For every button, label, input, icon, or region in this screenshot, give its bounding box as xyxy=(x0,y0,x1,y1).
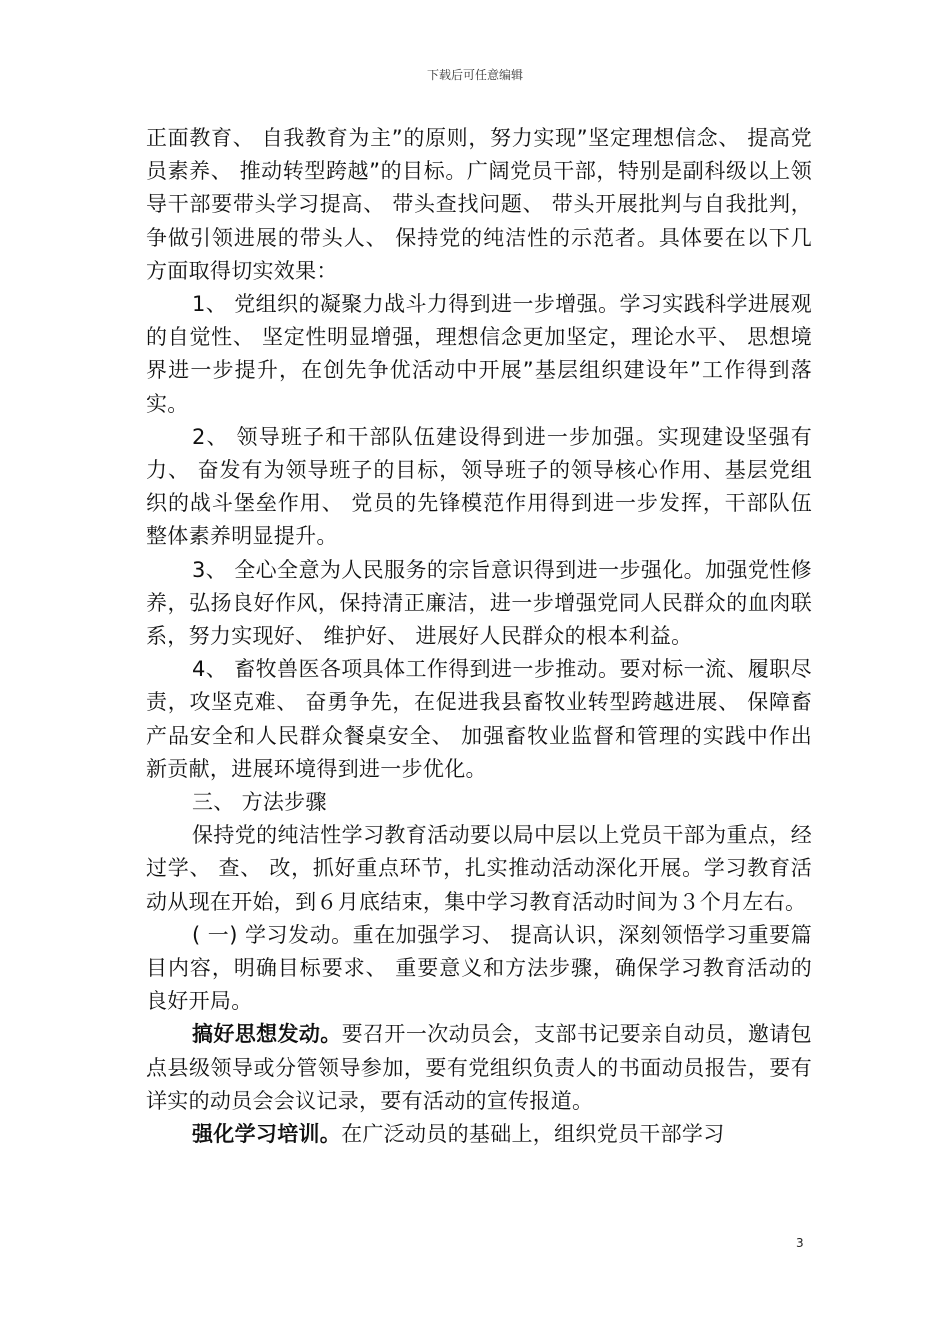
paragraph-item-1: 1、 党组织的凝聚力战斗力得到进一步增强。学习实践科学进展观的自觉性、 坚定性明显增强，理想信念更加坚定，理论水平、 思想境界进一步提升，在创先争优活动中开展”基层组织建设年”工作得到落实。 xyxy=(146,292,812,416)
paragraph-item-4: 4、 畜牧兽医各项具体工作得到进一步推动。要对标一流、履职尽责，攻坚克难、 奋勇争先，在促进我县畜牧业转型跨越进展、 保障畜产品安全和人民群众餐桌安全、 加强畜牧业监督和管理的实践中作出新贡献，进展环境得到进一步优化。 xyxy=(146,657,812,781)
paragraph-lead-training: 强化学习培训。 xyxy=(192,1122,342,1147)
paragraph-goal-intro: 正面教育、 自我教育为主”的原则，努力实现”坚定理想信念、 提高党员素养、 推动转型跨越”的目标。广阔党员干部，特别是副科级以上领导干部要带头学习提高、 带头查找问题、 带头开展批判与自我批判，争做引领进展的带头人、 保持党的纯洁性的示范者。具体要在以下几方面取得切实效果： xyxy=(146,126,812,283)
document-body xyxy=(146,122,812,1151)
paragraph-step-1: ( 一) 学习发动。重在加强学习、 提高认识，深刻领悟学习重要篇目内容，明确目标要求、 重要意义和方法步骤，确保学习教育活动的良好开局。 xyxy=(146,922,812,1014)
paragraph-mobilization xyxy=(146,1018,812,1118)
paragraph-text-training: 在广泛动员的基础上，组织党员干部学习 xyxy=(341,1122,725,1147)
paragraph-item-3: 3、 全心全意为人民服务的宗旨意识得到进一步强化。加强党性修养，弘扬良好作风，保持清正廉洁，进一步增强党同人民群众的血肉联系，努力实现好、 维护好、 进展好人民群众的根本利益。 xyxy=(146,557,812,649)
paragraph-methods-overview: 保持党的纯洁性学习教育活动要以局中层以上党员干部为重点，经过学、 查、 改，抓好重点环节，扎实推动活动深化开展。学习教育活动从现在开始，到６月底结束，集中学习教育活动时间为３个月左右。 xyxy=(146,823,812,914)
paragraph-text-mobilization: 要召开一次动员会，支部书记要亲自动员，邀请包点县级领导或分管领导参加，要有党组织负责人的书面动员报告，要有详实的动员会会议记录，要有活动的宣传报道。 xyxy=(146,1022,812,1113)
paragraph-lead-mobilization: 搞好思想发动。 xyxy=(192,1022,342,1047)
paragraph-item-2: 2、 领导班子和干部队伍建设得到进一步加强。实现建设坚强有力、 奋发有为领导班子的目标，领导班子的领导核心作用、基层党组织的战斗堡垒作用、 党员的先锋模范作用得到进一步发挥，干部队伍整体素养明显提升。 xyxy=(146,424,812,549)
page-number: 3 xyxy=(796,1236,804,1250)
section-heading-methods: 三、 方法步骤 xyxy=(192,790,327,815)
page-header: 下载后可任意编辑 xyxy=(426,68,523,82)
paragraph-training xyxy=(146,1118,812,1151)
